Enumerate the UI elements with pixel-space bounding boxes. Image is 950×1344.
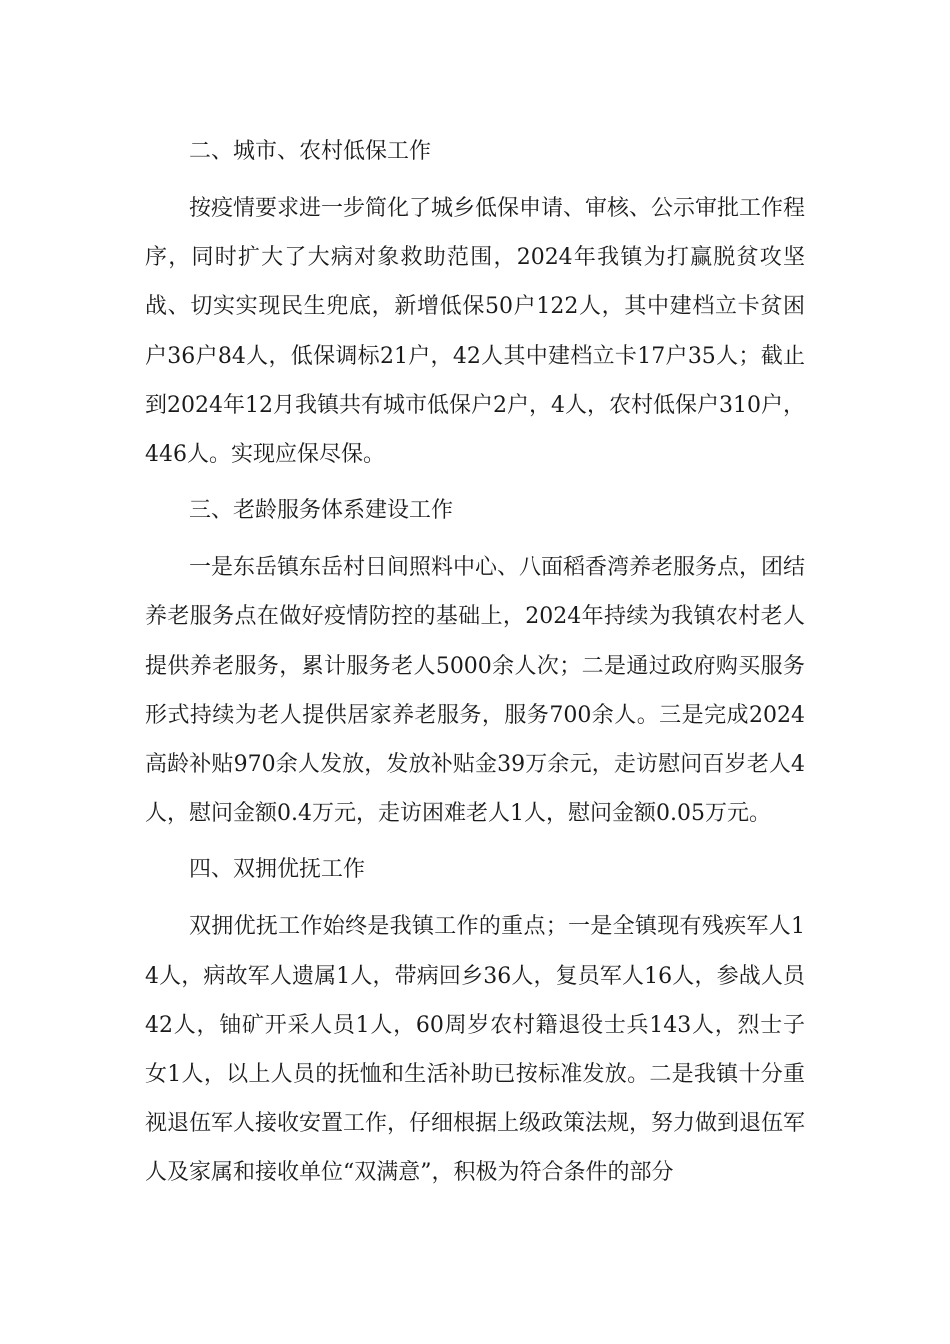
section-paragraph-elderly-services: 一是东岳镇东岳村日间照料中心、八面稻香湾养老服务点，团结养老服务点在做好疫情防控的基础上，2024年持续为我镇农村老人提供养老服务，累计服务老人5000余人次；二是通过政府购买服务形式持续为老人提供居家养老服务，服务700余人。三是完成2024高龄补贴970余人发放，发放补贴金39万余元，走访慰问百岁老人4人，慰问金额0.4万元，走访困难老人1人，慰问金额0.05万元。 — [145, 555, 806, 827]
section-heading-urban-rural-subsistence: 二、城市、农村低保工作 — [189, 139, 432, 164]
section-paragraph-urban-rural-subsistence: 按疫情要求进一步简化了城乡低保申请、审核、公示审批工作程序，同时扩大了大病对象救助范围，2024年我镇为打赢脱贫攻坚战、切实实现民生兜底，新增低保50户122人，其中建档立卡贫困户36户84人，低保调标21户，42人其中建档立卡17户35人；截止到2024年12月我镇共有城市低保户2户，4人，农村低保户310户，446人。实现应保尽保。 — [145, 196, 806, 468]
section-heading-military-support: 四、双拥优抚工作 — [189, 857, 366, 883]
section-heading-elderly-services: 三、老龄服务体系建设工作 — [189, 498, 454, 524]
section-paragraph-military-support: 双拥优抚工作始终是我镇工作的重点；一是全镇现有残疾军人14人，病故军人遗属1人，带病回乡36人，复员军人16人，参战人员42人，铀矿开采人员1人，60周岁农村籍退役士兵143人，烈士子女1人，以上人员的抚恤和生活补助已按标准发放。二是我镇十分重视退伍军人接收安置工作，仔细根据上级政策法规，努力做到退伍军人及家属和接收单位“双满意”，积极为符合条件的部分 — [145, 914, 806, 1186]
document-body — [145, 128, 805, 1198]
